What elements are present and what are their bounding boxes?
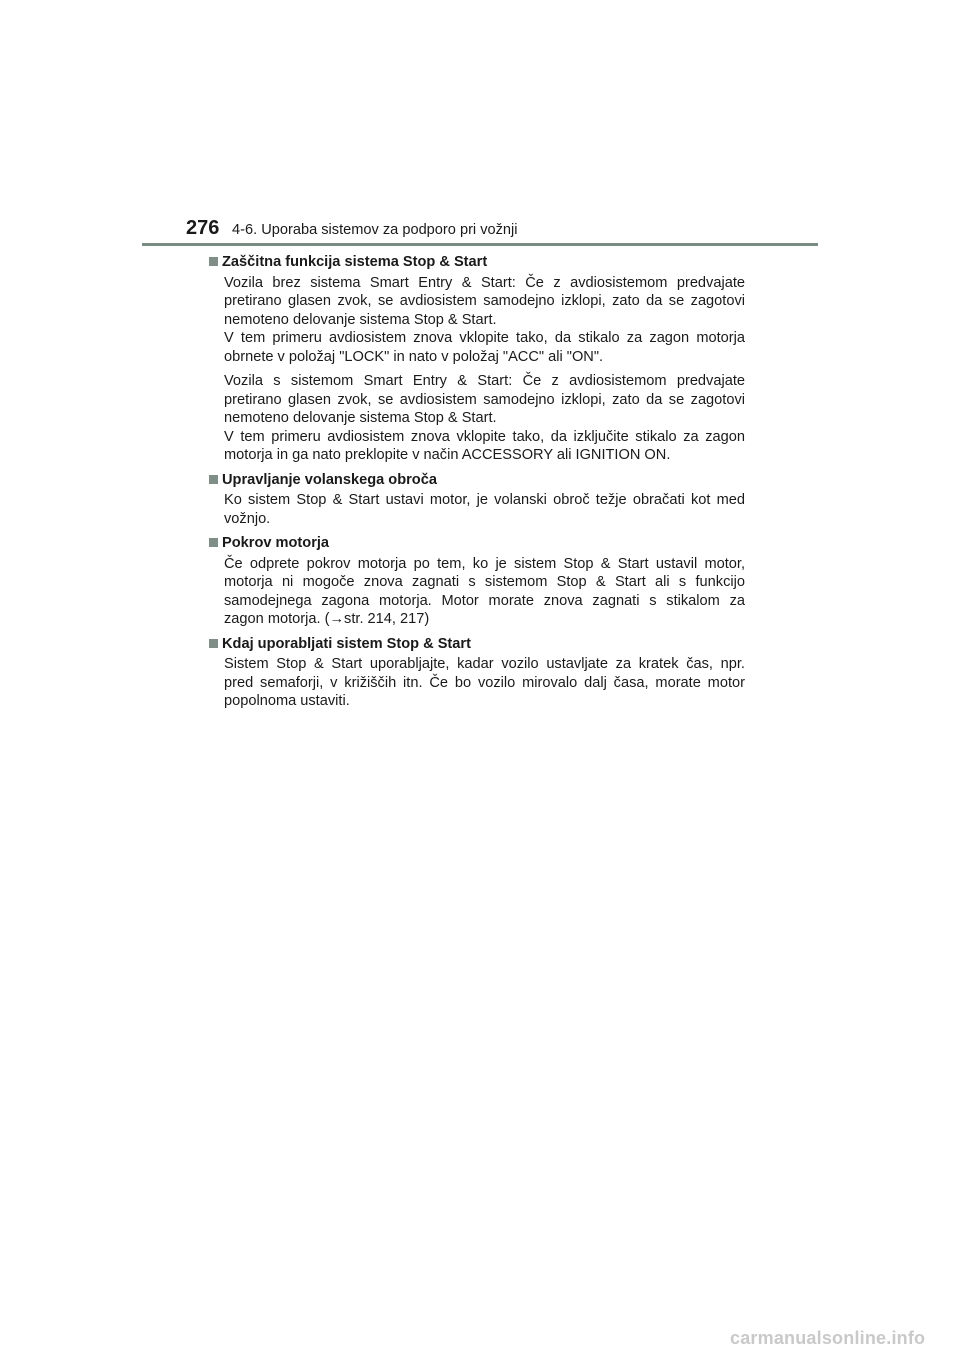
square-bullet-icon	[209, 538, 218, 547]
paragraph	[209, 274, 745, 367]
page-number: 276	[186, 217, 220, 239]
paragraph-line: Vozila s sistemom Smart Entry & Start: Če z avdiosistemom predvajate	[224, 373, 745, 389]
header-rule	[142, 243, 818, 246]
paragraph-line: V tem primeru avdiosistem znova vklopite tako, da stikalo za zagon motorja	[224, 330, 745, 346]
section	[209, 471, 745, 529]
section-title: 4-6. Uporaba sistemov za podporo pri vožnji	[232, 222, 518, 238]
paragraph-line: nemoteno delovanje sistema Stop & Start.	[224, 410, 497, 426]
paragraph-line: motorja in ga nato preklopite v način ACCESSORY ali IGNITION ON.	[224, 447, 671, 463]
content	[209, 253, 745, 717]
paragraph-line: motorja ni mogoče znova zagnati s sistemom Stop & Start ali s funkcijo	[224, 574, 745, 590]
paragraph-line: vožnjo.	[224, 510, 271, 527]
section	[209, 253, 745, 465]
paragraph-line: V tem primeru avdiosistem znova vklopite tako, da izključite stikalo za zagon	[224, 428, 745, 445]
section-heading	[209, 534, 745, 553]
paragraph-line: nemoteno delovanje sistema Stop & Start.	[224, 311, 497, 328]
section-heading-text: Upravljanje volanskega obroča	[222, 471, 437, 488]
section-heading-text: Zaščitna funkcija sistema Stop & Start	[222, 254, 488, 270]
watermark: carmanualsonline.info	[730, 1328, 926, 1348]
section-heading	[209, 635, 745, 654]
section-heading-text: Kdaj uporabljati sistem Stop & Start	[222, 635, 471, 652]
square-bullet-icon	[209, 475, 218, 484]
paragraph-line: Ko sistem Stop & Start ustavi motor, je volanski obroč težje obračati kot med	[224, 492, 745, 508]
paragraph-line: zagon motorja. (→str. 214, 217)	[224, 611, 430, 627]
section-heading	[209, 471, 745, 490]
paragraph-line: Vozila brez sistema Smart Entry & Start: Če z avdiosistemom predvajate	[224, 274, 745, 291]
paragraph-line: pretirano glasen zvok, se avdiosistem samodejno izklopi, zato da se zagotovi	[224, 391, 745, 408]
paragraph-line: popolnoma ustaviti.	[224, 693, 350, 709]
section-heading	[209, 253, 745, 272]
square-bullet-icon	[209, 639, 218, 648]
paragraph	[209, 655, 745, 711]
section	[209, 534, 745, 629]
paragraph-line: samodejnega zagona motorja. Motor morate znova zagnati s stikalom za	[224, 592, 745, 609]
paragraph-line: obrnete v položaj "LOCK" in nato v položaj "ACC" ali "ON".	[224, 348, 604, 365]
paragraph-line: pred semaforji, v križiščih itn. Če bo vozilo mirovalo dalj časa, morate motor	[224, 674, 745, 691]
paragraph	[209, 555, 745, 629]
paragraph-line: pretirano glasen zvok, se avdiosistem samodejno izklopi, zato da se zagotovi	[224, 293, 745, 309]
paragraph-line: Sistem Stop & Start uporabljajte, kadar vozilo ustavljate za kratek čas, npr.	[224, 656, 745, 672]
paragraph-line: Če odprete pokrov motorja po tem, ko je sistem Stop & Start ustavil motor,	[224, 555, 745, 572]
paragraph	[209, 491, 745, 528]
paragraph	[209, 372, 745, 465]
section	[209, 635, 745, 711]
square-bullet-icon	[209, 257, 218, 266]
section-heading-text: Pokrov motorja	[222, 535, 330, 551]
